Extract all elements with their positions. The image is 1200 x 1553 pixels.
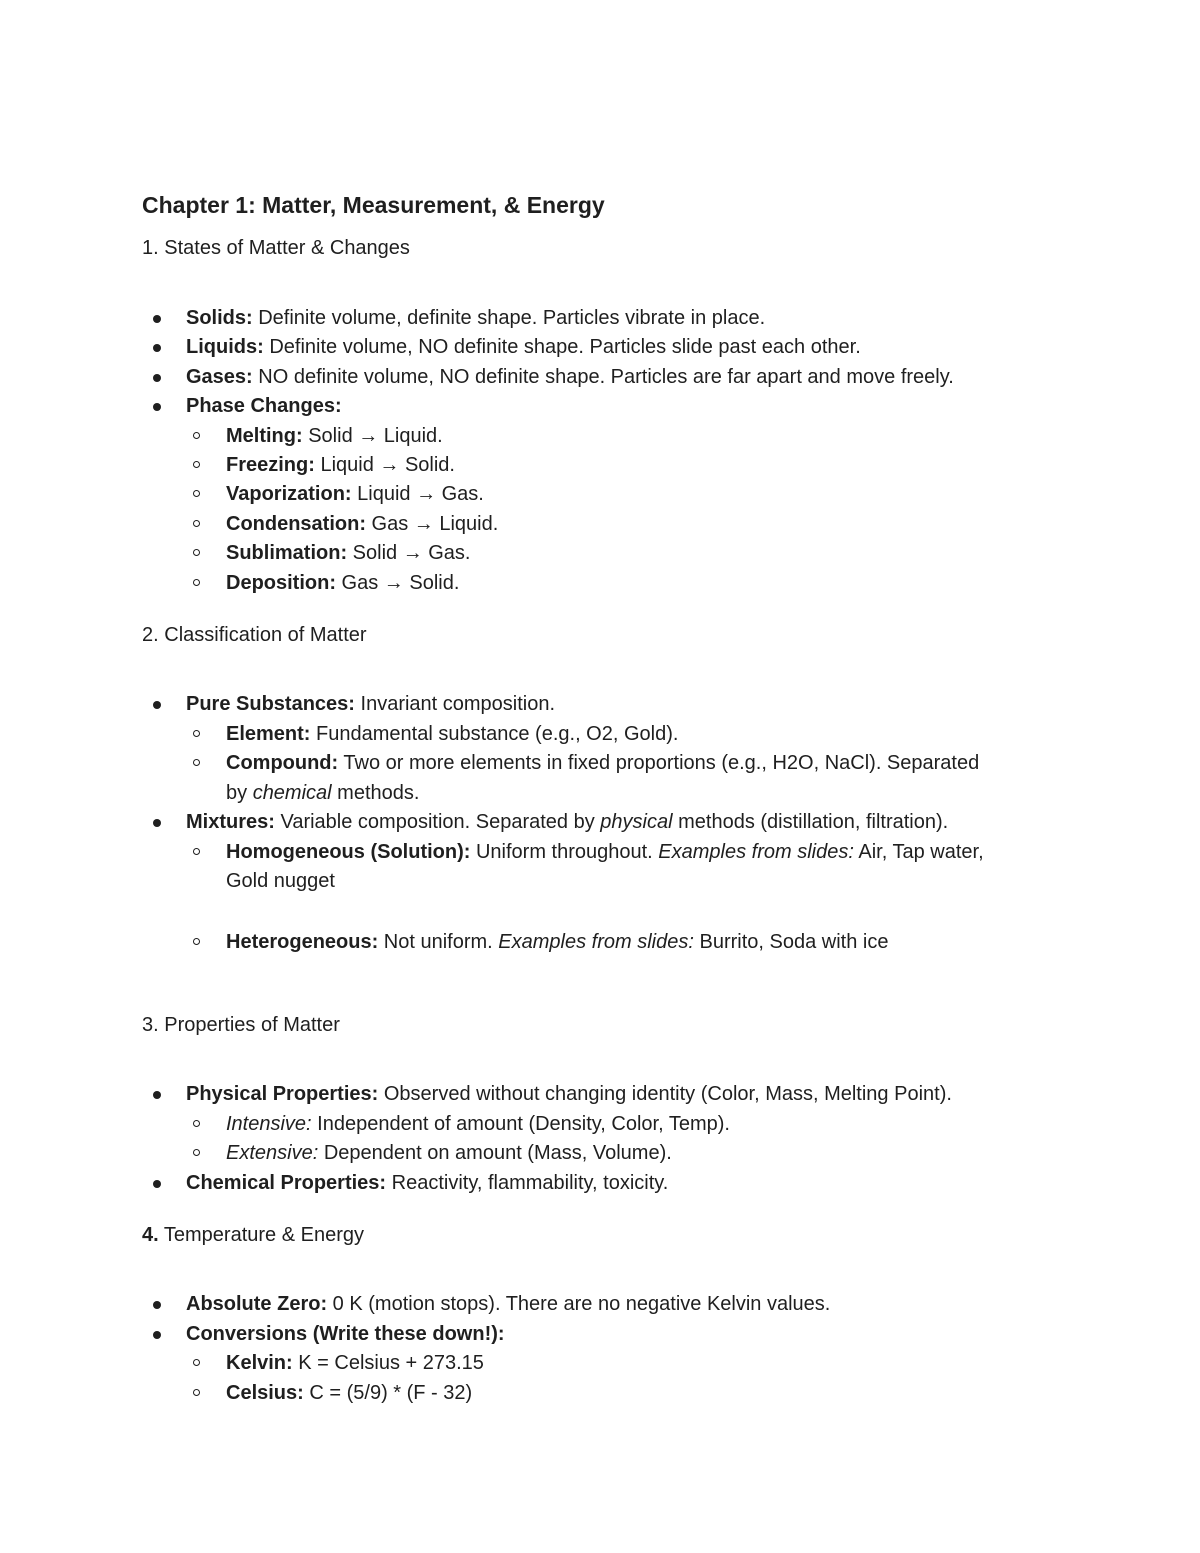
- item-label: Vaporization:: [226, 483, 352, 505]
- item-text: Uniform throughout.: [470, 841, 659, 863]
- heading-number: 3.: [142, 1014, 159, 1036]
- bullet-icon: [153, 374, 161, 382]
- item-label: Sublimation:: [226, 542, 348, 564]
- item-emphasis: chemical: [252, 782, 332, 804]
- section-heading-properties: [142, 1011, 340, 1039]
- item-text: Burrito, Soda with ice: [693, 931, 889, 953]
- list-item-conversions: [186, 1320, 505, 1348]
- item-label: Condensation:: [226, 513, 366, 535]
- bullet-icon: [153, 315, 161, 323]
- hollow-bullet-icon: [193, 938, 200, 945]
- item-label: Celsius:: [226, 1382, 304, 1404]
- bullet-icon: [153, 1091, 161, 1099]
- item-text: Solid → Liquid.: [302, 425, 443, 447]
- list-item-intensive: [226, 1110, 730, 1138]
- list-item-heterogeneous: [226, 928, 888, 956]
- bullet-icon: [153, 1331, 161, 1339]
- item-text: K = Celsius + 273.15: [292, 1352, 484, 1374]
- item-text: NO definite volume, NO definite shape. Particles are far apart and move freely.: [252, 366, 954, 388]
- item-label: Conversions (Write these down!):: [186, 1323, 505, 1345]
- item-label: Chemical Properties:: [186, 1172, 387, 1194]
- list-item-kelvin: [226, 1349, 484, 1377]
- item-text: Reactivity, flammability, toxicity.: [386, 1172, 669, 1194]
- item-text: Observed without changing identity (Color, Mass, Melting Point).: [378, 1083, 952, 1105]
- item-text: Definite volume, NO definite shape. Particles slide past each other.: [263, 336, 861, 358]
- hollow-bullet-icon: [193, 1120, 200, 1127]
- item-text: Gas → Liquid.: [366, 513, 499, 535]
- bullet-icon: [153, 1180, 161, 1188]
- item-text: C = (5/9) * (F - 32): [303, 1382, 473, 1404]
- page-title: Chapter 1: Matter, Measurement, & Energy: [142, 192, 605, 218]
- heading-text: Properties of Matter: [158, 1014, 340, 1036]
- item-text: 0 K (motion stops). There are no negative Kelvin values.: [327, 1293, 831, 1315]
- bullet-icon: [153, 819, 161, 827]
- heading-text: Temperature & Energy: [158, 1224, 364, 1246]
- bullet-icon: [153, 1301, 161, 1309]
- hollow-bullet-icon: [193, 579, 200, 586]
- hollow-bullet-icon: [193, 549, 200, 556]
- heading-text: Classification of Matter: [158, 624, 367, 646]
- section-heading-classification: [142, 621, 367, 649]
- hollow-bullet-icon: [193, 1149, 200, 1156]
- list-item-compound: [226, 749, 979, 777]
- item-emphasis: Examples from slides:: [498, 931, 694, 953]
- item-text: Gold nugget: [226, 870, 335, 892]
- item-label: Gases:: [186, 366, 253, 388]
- item-label: Absolute Zero:: [186, 1293, 328, 1315]
- item-label: Intensive:: [226, 1113, 312, 1135]
- item-text: by: [226, 782, 253, 804]
- item-text: Liquid → Gas.: [351, 483, 484, 505]
- item-text: methods.: [331, 782, 420, 804]
- bullet-icon: [153, 701, 161, 709]
- list-item-gases: [186, 363, 954, 391]
- item-label: Heterogeneous:: [226, 931, 379, 953]
- list-item-condensation: [226, 510, 498, 538]
- item-text: Independent of amount (Density, Color, Temp).: [311, 1113, 730, 1135]
- item-label: Kelvin:: [226, 1352, 293, 1374]
- hollow-bullet-icon: [193, 520, 200, 527]
- item-text: methods (distillation, filtration).: [672, 811, 949, 833]
- hollow-bullet-icon: [193, 1359, 200, 1366]
- list-item-pure-substances: [186, 690, 555, 718]
- item-text: Gas → Solid.: [336, 572, 460, 594]
- list-item-deposition: [226, 569, 459, 597]
- list-item-compound-continued: [226, 779, 419, 807]
- list-item-element: [226, 720, 678, 748]
- item-label: Freezing:: [226, 454, 315, 476]
- list-item-vaporization: [226, 480, 484, 508]
- list-item-phase-changes: [186, 392, 342, 420]
- list-item-chemical-properties: [186, 1169, 668, 1197]
- list-item-liquids: [186, 333, 861, 361]
- item-text: Solid → Gas.: [347, 542, 471, 564]
- list-item-sublimation: [226, 539, 471, 567]
- item-text: Variable composition. Separated by: [274, 811, 601, 833]
- item-text: Definite volume, definite shape. Particles vibrate in place.: [252, 307, 766, 329]
- list-item-freezing: [226, 451, 455, 479]
- item-emphasis: Examples from slides:: [658, 841, 854, 863]
- item-label: Element:: [226, 723, 311, 745]
- heading-number: 2.: [142, 624, 159, 646]
- item-text: Invariant composition.: [354, 693, 556, 715]
- list-item-physical-properties: [186, 1080, 952, 1108]
- heading-number: 4.: [142, 1224, 159, 1246]
- item-label: Deposition:: [226, 572, 336, 594]
- item-label: Liquids:: [186, 336, 264, 358]
- item-text: Two or more elements in fixed proportions (e.g., H2O, NaCl). Separated: [338, 752, 980, 774]
- item-text: Air, Tap water,: [853, 841, 984, 863]
- bullet-icon: [153, 344, 161, 352]
- item-label: Pure Substances:: [186, 693, 355, 715]
- item-label: Homogeneous (Solution):: [226, 841, 471, 863]
- hollow-bullet-icon: [193, 848, 200, 855]
- bullet-icon: [153, 403, 161, 411]
- item-text: Not uniform.: [378, 931, 499, 953]
- list-item-homogeneous-continued: [226, 867, 335, 895]
- heading-text: States of Matter & Changes: [158, 237, 410, 259]
- item-emphasis: physical: [600, 811, 673, 833]
- list-item-mixtures: [186, 808, 948, 836]
- hollow-bullet-icon: [193, 490, 200, 497]
- item-label: Melting:: [226, 425, 303, 447]
- list-item-celsius: [226, 1379, 472, 1407]
- item-label: Phase Changes:: [186, 395, 342, 417]
- item-text: Liquid → Solid.: [314, 454, 455, 476]
- hollow-bullet-icon: [193, 461, 200, 468]
- item-label: Solids:: [186, 307, 253, 329]
- item-text: Fundamental substance (e.g., O2, Gold).: [310, 723, 679, 745]
- list-item-absolute-zero: [186, 1290, 830, 1318]
- hollow-bullet-icon: [193, 432, 200, 439]
- list-item-melting: [226, 422, 443, 450]
- hollow-bullet-icon: [193, 759, 200, 766]
- list-item-solids: [186, 304, 765, 332]
- item-text: Dependent on amount (Mass, Volume).: [318, 1142, 672, 1164]
- section-heading-temperature: [142, 1221, 364, 1249]
- section-heading-states: [142, 234, 410, 262]
- item-label: Mixtures:: [186, 811, 275, 833]
- heading-number: 1.: [142, 237, 159, 259]
- item-label: Compound:: [226, 752, 339, 774]
- hollow-bullet-icon: [193, 730, 200, 737]
- item-label: Physical Properties:: [186, 1083, 379, 1105]
- list-item-homogeneous: [226, 838, 984, 866]
- item-label: Extensive:: [226, 1142, 319, 1164]
- list-item-extensive: [226, 1139, 672, 1167]
- hollow-bullet-icon: [193, 1389, 200, 1396]
